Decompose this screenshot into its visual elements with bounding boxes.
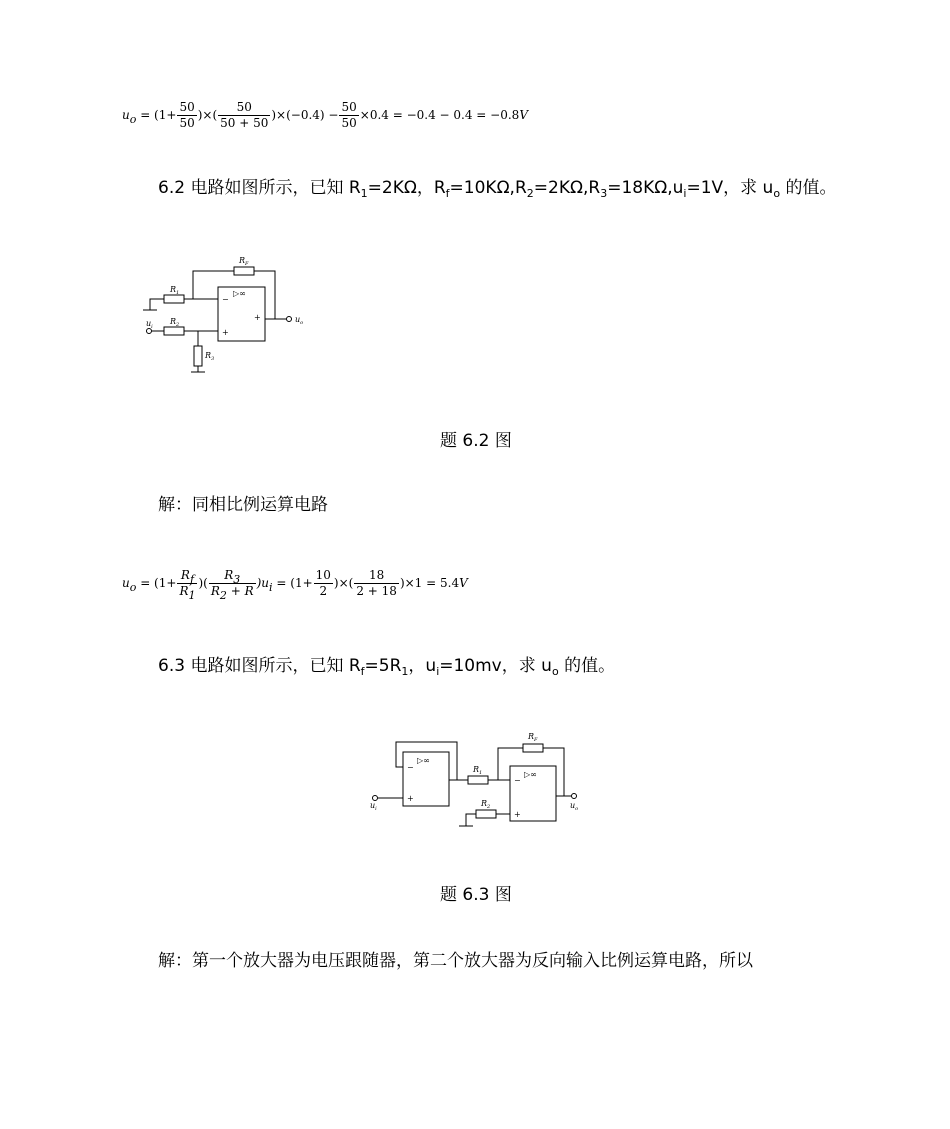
figure-caption-6-3: 题 6.3 图 bbox=[440, 885, 512, 905]
uo-label: $u_o$ bbox=[295, 315, 304, 326]
fraction: $\frac{50}{50}$ bbox=[179, 100, 195, 130]
opamp1-plus: + bbox=[407, 794, 414, 803]
question-6-2: 6.2 电路如图所示，已知 $R_1=2K\Omega$，$R_f=10K\Omega,R_2=2K\Omega,R_3=18K\Omega,u_i=1V$，求 $u_o$ 的值。 bbox=[158, 178, 837, 200]
r1-label: $R_1$ bbox=[170, 285, 180, 296]
r3-label: $R_3$ bbox=[205, 351, 215, 362]
r1-label: $R_1$ bbox=[473, 765, 483, 776]
fraction: $\frac{10}{2}$ bbox=[315, 568, 331, 598]
fraction: $\frac{R_f}{R_1}$ bbox=[179, 568, 196, 602]
rf-label: $R_F$ bbox=[528, 732, 538, 743]
opamp2-symbol: ▷∞ bbox=[524, 770, 537, 779]
output-plus-sign: + bbox=[254, 313, 261, 322]
resistor-rf bbox=[523, 744, 543, 752]
resistor-rf bbox=[234, 267, 254, 275]
figure-caption-6-2: 题 6.2 图 bbox=[440, 431, 512, 451]
equation-6-2-result: $u_o = (1+$ $\frac{R_f}{R_1}$ )( $\frac{R_3}{R_2 + R}$ )$u_i = (1+$ $\frac{10}{2}$ )×( $\frac{18}{2 + 18}$ )×1 = 5.4V bbox=[122, 568, 468, 602]
r2-label: $R_2$ bbox=[170, 317, 180, 328]
question-6-3: 6.3 电路如图所示，已知 $R_f=5R_1$，$u_i=10mv$，求 $u_o$ 的值。 bbox=[158, 656, 616, 678]
eq-lhs: u bbox=[122, 108, 130, 122]
resistor-r2 bbox=[476, 810, 496, 818]
opamp1-symbol: ▷∞ bbox=[417, 756, 430, 765]
output-terminal bbox=[572, 794, 577, 799]
solution-6-2: 解：同相比例运算电路 bbox=[158, 495, 328, 515]
fraction: $\frac{R_3}{R_2 + R}$ bbox=[210, 568, 254, 602]
input-terminal bbox=[373, 796, 378, 801]
minus-sign: − bbox=[222, 295, 229, 304]
rf-label: $R_F$ bbox=[239, 256, 249, 267]
fraction: $\frac{50}{50}$ bbox=[341, 100, 357, 130]
opamp-symbol: ▷∞ bbox=[233, 289, 246, 298]
ui-label: $u_i$ bbox=[370, 801, 377, 812]
output-terminal bbox=[287, 317, 292, 322]
circuit-diagram-6-3 bbox=[368, 730, 583, 832]
uo-label: $u_o$ bbox=[570, 801, 579, 812]
r2-label: $R_2$ bbox=[481, 799, 491, 810]
resistor-r1 bbox=[468, 776, 488, 784]
fraction: $\frac{18}{2 + 18}$ bbox=[356, 568, 397, 598]
solution-6-3: 解：第一个放大器为电压跟随器，第二个放大器为反向输入比例运算电路，所以 bbox=[158, 951, 753, 971]
circuit-diagram-6-2 bbox=[138, 250, 318, 375]
plus-sign: + bbox=[222, 328, 229, 337]
fraction: $\frac{50}{50 + 50}$ bbox=[220, 100, 269, 130]
opamp2-plus: + bbox=[514, 810, 521, 819]
ui-label: $u_i$ bbox=[146, 319, 153, 330]
resistor-r1 bbox=[164, 295, 184, 303]
equation-6-1-result: $u_o = (1+$ $\frac{50}{50}$ )×( $\frac{50}{50 + 50}$ )×(−0.4) − $\frac{50}{50}$ ×0.4 = −0.4 − 0.4 = −0.8V bbox=[122, 100, 528, 130]
opamp2-minus: − bbox=[514, 776, 521, 785]
resistor-r2 bbox=[164, 327, 184, 335]
resistor-r3 bbox=[194, 346, 202, 366]
opamp1-minus: − bbox=[407, 763, 414, 772]
